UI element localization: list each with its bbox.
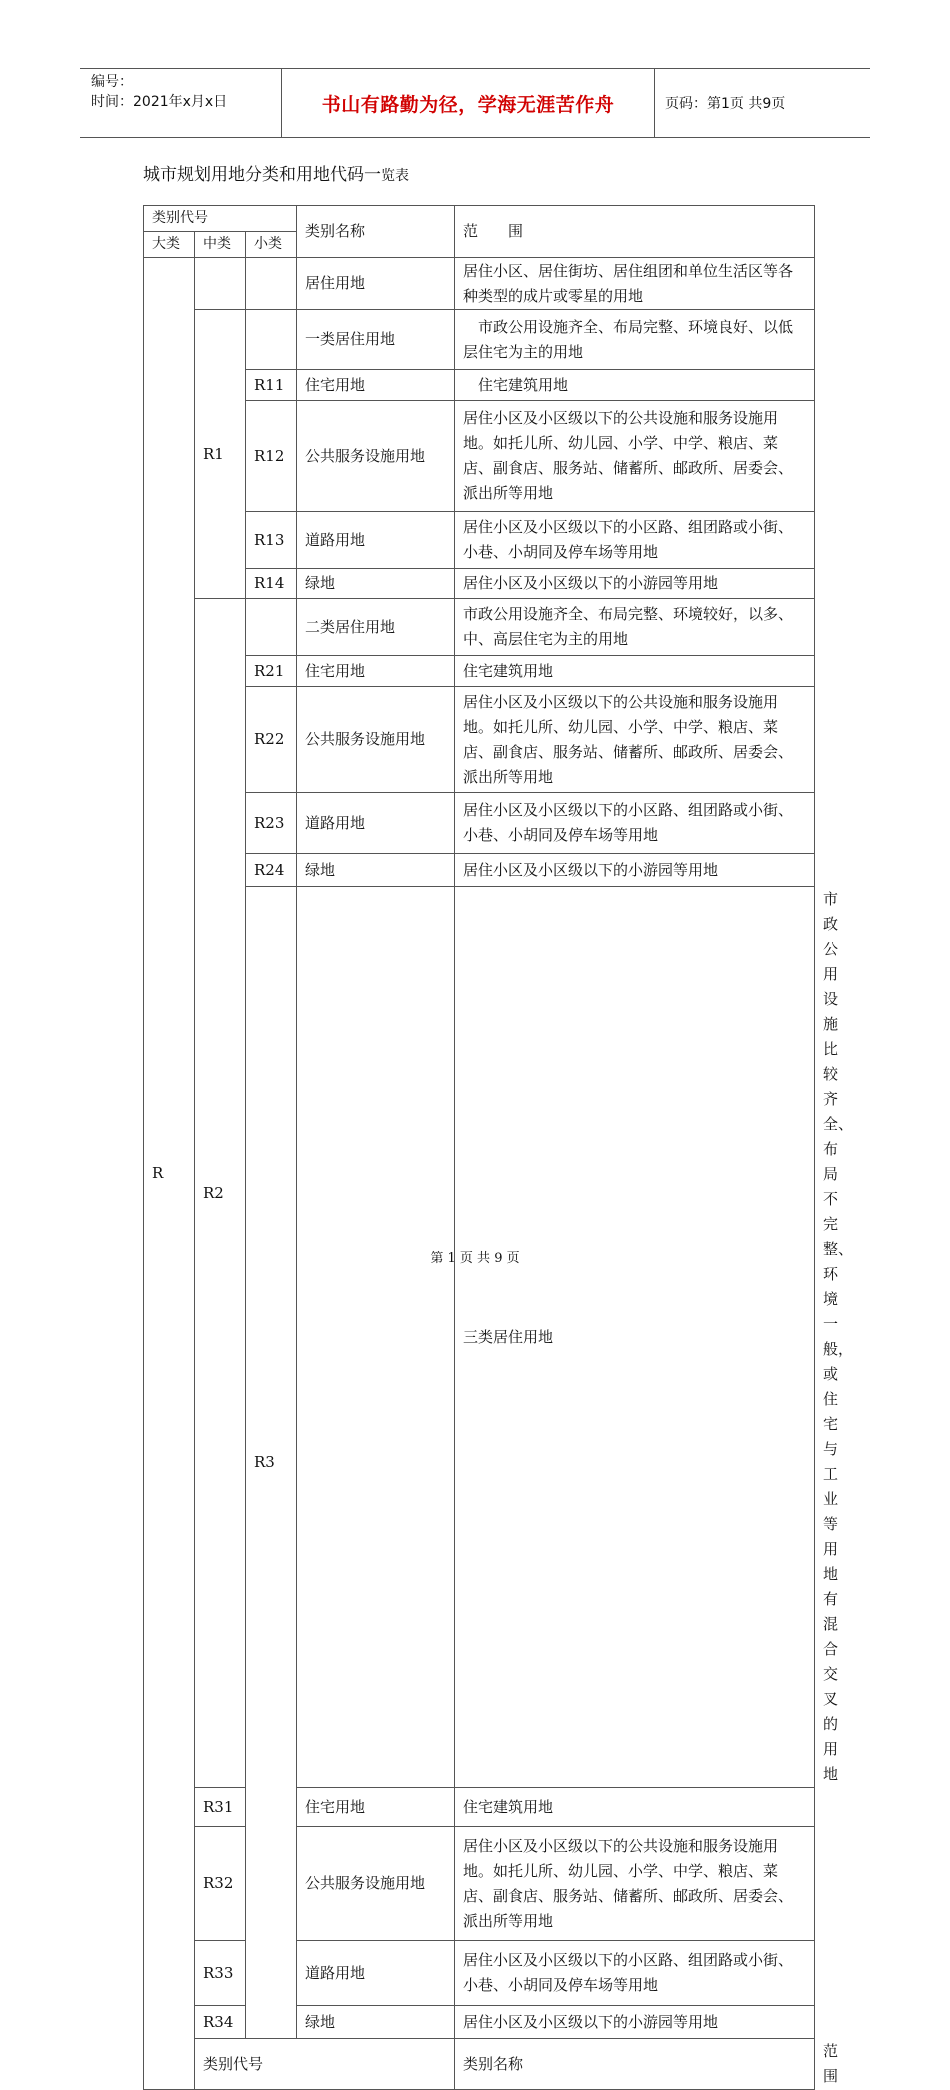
title-suffix: 览表: [381, 168, 409, 184]
doc-number: 编号：: [91, 74, 133, 90]
header-range: 范 围: [455, 206, 815, 258]
code-r21: R21: [246, 656, 297, 687]
category-name: 道路用地: [297, 793, 455, 854]
table-row: [144, 310, 815, 370]
header-meta: [80, 69, 282, 137]
table-row: [144, 2006, 815, 2039]
category-range: 居住小区及小区级以下的小游园等用地: [455, 854, 815, 887]
code-r24: R24: [246, 854, 297, 887]
footer-category-code: 类别代号: [195, 2039, 455, 2090]
category-name: 一类居住用地: [297, 310, 455, 370]
category-range: 市政公用设施齐全、布局完整、环境较好，以多、中、高层住宅为主的用地: [455, 599, 815, 656]
empty-cell: [195, 258, 246, 310]
table-row: [144, 258, 815, 310]
category-range: 居住小区、居住街坊、居住组团和单位生活区等各种类型的成片或零星的用地: [455, 258, 815, 310]
category-name: 公共服务设施用地: [297, 1827, 455, 1941]
category-range: 住宅建筑用地: [455, 656, 815, 687]
empty-cell: [246, 310, 297, 370]
category-name: 二类居住用地: [297, 599, 455, 656]
category-range: 市政公用设施齐全、布局完整、环境良好、以低层住宅为主的用地: [455, 310, 815, 370]
table-row: [144, 1788, 815, 1827]
table-row: [144, 1827, 815, 1941]
category-name: 绿地: [297, 569, 455, 599]
page-title: [143, 160, 409, 185]
header-motto: 书山有路勤为径，学海无涯苦作舟: [321, 93, 615, 116]
code-r14: R14: [246, 569, 297, 599]
category-range: 住宅建筑用地: [455, 1788, 815, 1827]
code-r34: R34: [195, 2006, 246, 2039]
category-range: 居住小区及小区级以下的公共设施和服务设施用地。如托儿所、幼儿园、小学、中学、粮店、菜店、副食店、服务站、储蓄所、邮政所、居委会、派出所等用地: [455, 401, 815, 512]
code-r23: R23: [246, 793, 297, 854]
category-name: 绿地: [297, 854, 455, 887]
header-category-name: 类别名称: [297, 206, 455, 258]
table-header-row: [144, 206, 815, 232]
category-range: 住宅建筑用地: [455, 370, 815, 401]
title-main: 城市规划用地分类和用地代码一: [143, 165, 381, 185]
code-r2: R2: [195, 599, 246, 1788]
header-motto-cell: [282, 69, 655, 137]
code-r31: R31: [195, 1788, 246, 1827]
code-r32: R32: [195, 1827, 246, 1941]
code-r: R: [144, 258, 195, 2090]
table-row: [144, 1941, 815, 2006]
header-category-code: 类别代号: [144, 206, 297, 232]
category-range: 居住小区及小区级以下的小游园等用地: [455, 2006, 815, 2039]
category-name: 道路用地: [297, 512, 455, 569]
category-name: 住宅用地: [297, 656, 455, 687]
category-name: 公共服务设施用地: [297, 401, 455, 512]
header-medium: 中类: [195, 232, 246, 258]
code-r11: R11: [246, 370, 297, 401]
category-range: 居住小区及小区级以下的小区路、组团路或小街、小巷、小胡同及停车场等用地: [455, 1941, 815, 2006]
category-name: 住宅用地: [297, 1788, 455, 1827]
empty-cell: [246, 599, 297, 656]
code-r12: R12: [246, 401, 297, 512]
empty-cell: [246, 258, 297, 310]
code-r1: R1: [195, 310, 246, 599]
category-name: 道路用地: [297, 1941, 455, 2006]
category-range: 居住小区及小区级以下的小游园等用地: [455, 569, 815, 599]
page-footer: 第 1 页 共 9 页: [430, 1251, 520, 1266]
table-row: [144, 599, 815, 656]
empty-cell: [297, 887, 455, 1788]
category-name: 绿地: [297, 2006, 455, 2039]
code-r3: R3: [246, 887, 297, 2039]
header-major: 大类: [144, 232, 195, 258]
category-name: 公共服务设施用地: [297, 687, 455, 793]
header-minor: 小类: [246, 232, 297, 258]
table-row: R3 三类居住用地 市政公用设施比较齐全、布局不完整、环境一般，或住宅与工业等用地有混合交叉的用地: [144, 887, 815, 1788]
category-range: 居住小区及小区级以下的公共设施和服务设施用地。如托儿所、幼儿园、小学、中学、粮店、菜店、副食店、服务站、储蓄所、邮政所、居委会、派出所等用地: [455, 687, 815, 793]
header-page-label: 页码：第1页 共9页: [665, 96, 786, 112]
category-range: 居住小区及小区级以下的公共设施和服务设施用地。如托儿所、幼儿园、小学、中学、粮店、菜店、副食店、服务站、储蓄所、邮政所、居委会、派出所等用地: [455, 1827, 815, 1941]
page-header: [80, 68, 870, 138]
code-r13: R13: [246, 512, 297, 569]
code-r33: R33: [195, 1941, 246, 2006]
code-r22: R22: [246, 687, 297, 793]
table-footer-row: 类别代号 类别名称 范 围: [144, 2039, 815, 2090]
doc-time: 时间：2021年x月x日: [91, 94, 228, 110]
category-range: 居住小区及小区级以下的小区路、组团路或小街、小巷、小胡同及停车场等用地: [455, 512, 815, 569]
footer-category-name: 类别名称: [455, 2039, 815, 2090]
land-use-table: [143, 205, 869, 2090]
category-name: 住宅用地: [297, 370, 455, 401]
category-name: 三类居住用地: [455, 887, 815, 1788]
category-name: 居住用地: [297, 258, 455, 310]
category-range: 居住小区及小区级以下的小区路、组团路或小街、小巷、小胡同及停车场等用地: [455, 793, 815, 854]
header-page-cell: [655, 69, 870, 137]
